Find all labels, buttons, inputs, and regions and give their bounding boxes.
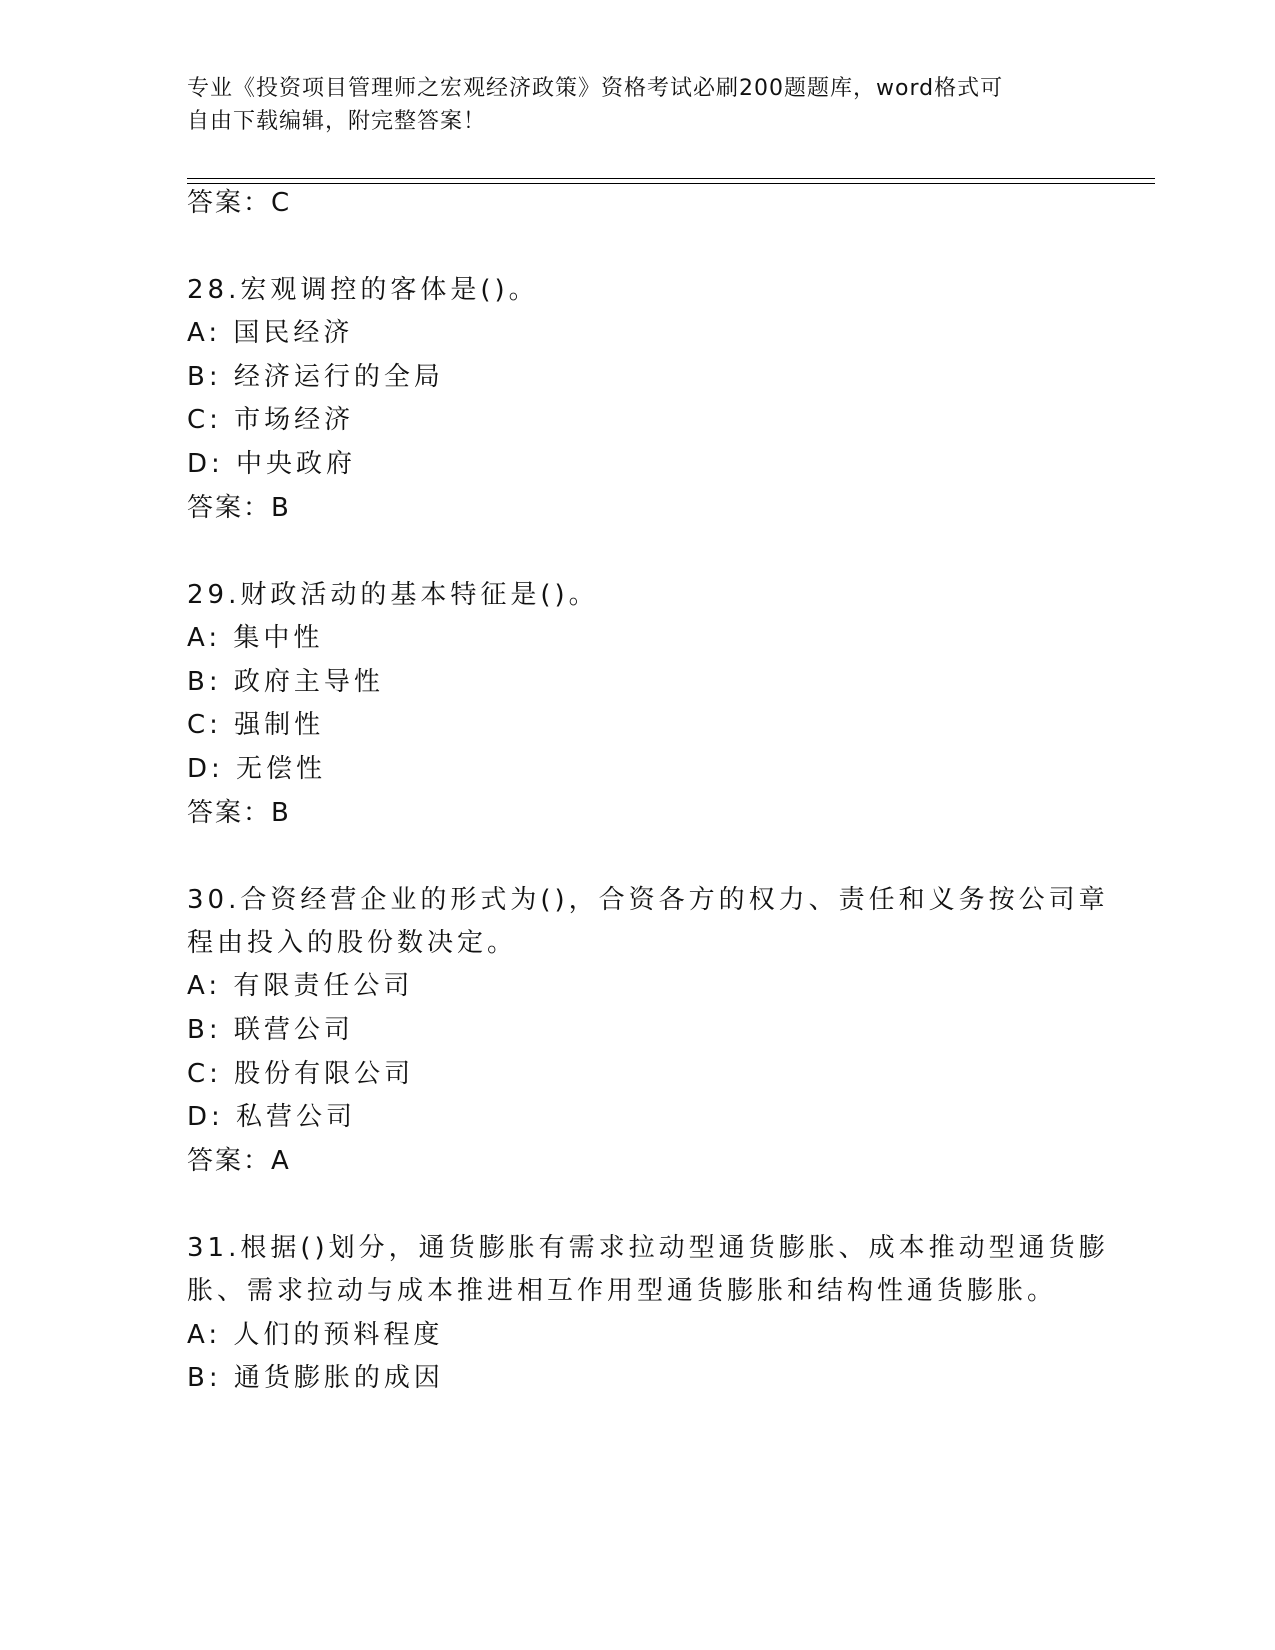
question-30-stem-line-1: 30.合资经营企业的形式为()，合资各方的权力、责任和义务按公司章 bbox=[187, 885, 1109, 915]
header-rule-top bbox=[187, 178, 1155, 179]
question-28-option-a: A: 国民经济 bbox=[187, 318, 354, 348]
question-28-option-c: C: 市场经济 bbox=[187, 405, 355, 435]
question-31-option-a: A: 人们的预料程度 bbox=[187, 1320, 444, 1350]
question-31-stem-line-2: 胀、需求拉动与成本推进相互作用型通货膨胀和结构性通货膨胀。 bbox=[187, 1276, 1058, 1306]
question-30-option-b: B: 联营公司 bbox=[187, 1015, 354, 1045]
question-29-answer: 答案：B bbox=[187, 798, 291, 828]
question-31-stem-line-1: 31.根据()划分，通货膨胀有需求拉动型通货膨胀、成本推动型通货膨 bbox=[187, 1233, 1109, 1263]
question-29-option-b: B: 政府主导性 bbox=[187, 667, 384, 697]
header-line-2: 自由下载编辑，附完整答案！ bbox=[187, 109, 487, 134]
question-30-option-a: A: 有限责任公司 bbox=[187, 971, 414, 1001]
question-28-option-b: B: 经济运行的全局 bbox=[187, 362, 444, 392]
question-29-stem: 29.财政活动的基本特征是()。 bbox=[187, 580, 599, 610]
question-30-option-c: C: 股份有限公司 bbox=[187, 1059, 415, 1089]
document-header bbox=[187, 72, 1067, 138]
prev-answer: 答案：C bbox=[187, 188, 292, 218]
question-30-answer: 答案：A bbox=[187, 1146, 291, 1176]
question-31-option-b: B: 通货膨胀的成因 bbox=[187, 1363, 444, 1393]
header-line-1: 专业《投资项目管理师之宏观经济政策》资格考试必刷200题题库，word格式可 bbox=[187, 76, 1004, 101]
question-28-stem: 28.宏观调控的客体是()。 bbox=[187, 275, 539, 305]
question-29-option-a: A: 集中性 bbox=[187, 623, 324, 653]
question-30-option-d: D: 私营公司 bbox=[187, 1102, 357, 1132]
question-28-answer: 答案：B bbox=[187, 493, 291, 523]
question-28-option-d: D: 中央政府 bbox=[187, 449, 357, 479]
question-29-option-c: C: 强制性 bbox=[187, 710, 325, 740]
question-30-stem-line-2: 程由投入的股份数决定。 bbox=[187, 928, 518, 958]
question-29-option-d: D: 无偿性 bbox=[187, 754, 327, 784]
header-rule-bottom bbox=[187, 183, 1155, 184]
